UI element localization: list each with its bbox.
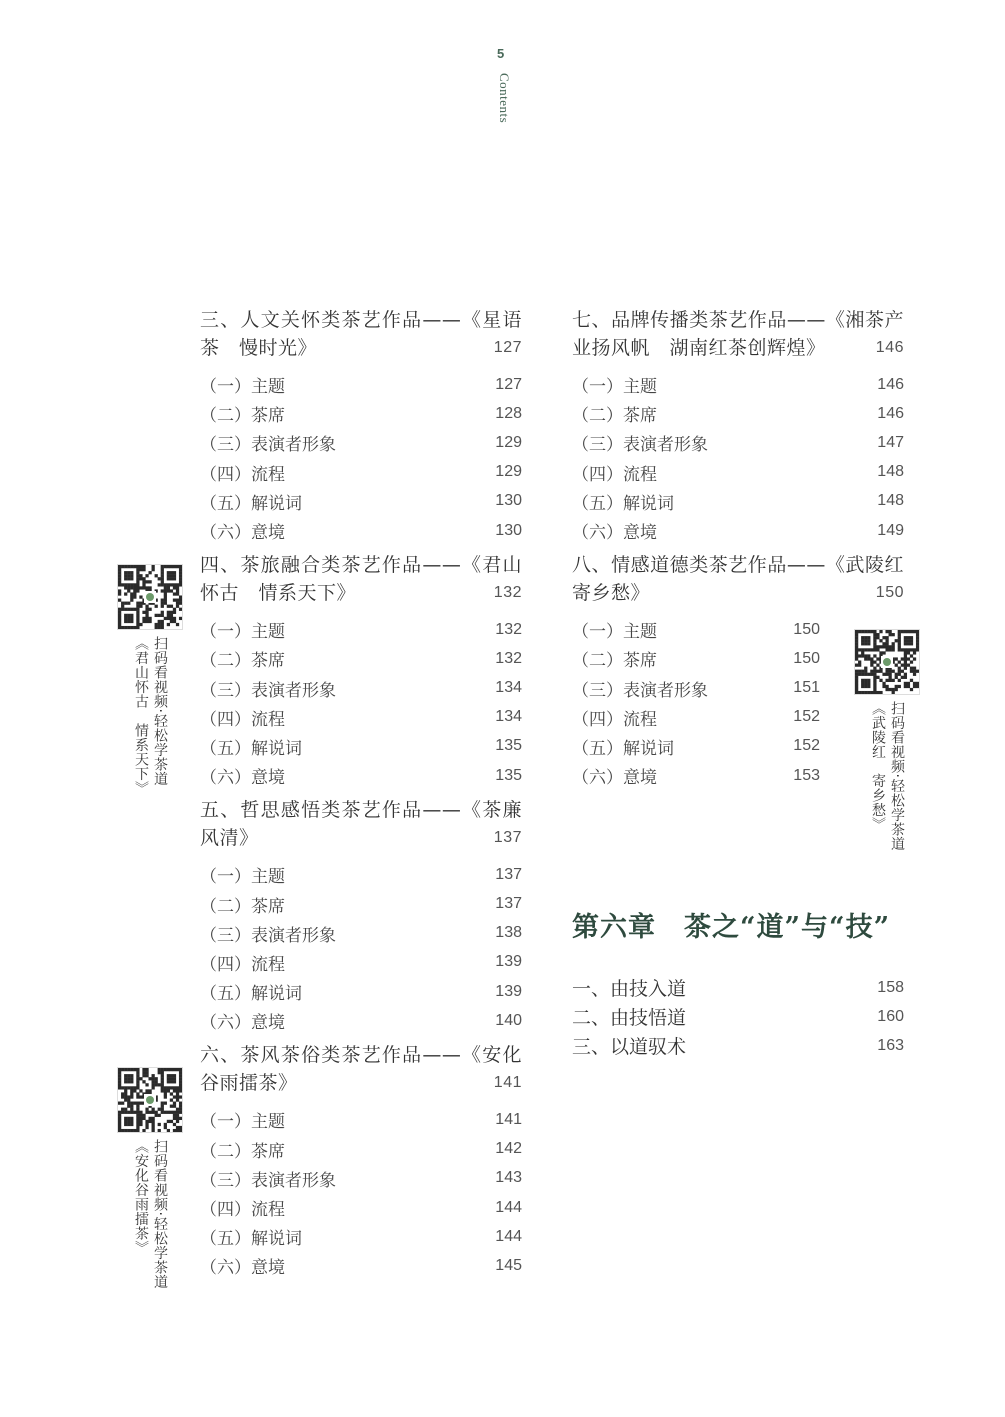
item-page: 146 — [877, 375, 904, 393]
section-page: 137 — [493, 829, 522, 847]
toc-item[interactable] — [200, 703, 522, 732]
toc-item[interactable] — [572, 487, 904, 516]
item-label: （四）流程 — [572, 709, 657, 730]
item-label: （三）表演者形象 — [200, 925, 336, 946]
item-label: （五）解说词 — [572, 493, 674, 514]
item-page: 143 — [495, 1169, 522, 1187]
item-page: 139 — [495, 982, 522, 1000]
toc-item[interactable] — [572, 1002, 904, 1031]
section-page: 127 — [493, 339, 522, 356]
toc-item[interactable] — [200, 1193, 522, 1222]
toc-item[interactable] — [200, 1251, 522, 1280]
qr-caption-title: 《安化谷雨擂茶》 — [133, 1139, 149, 1255]
item-page: 160 — [877, 1007, 904, 1025]
item-label: （五）解说词 — [572, 738, 674, 759]
item-label: （五）解说词 — [200, 984, 302, 1005]
item-page: 135 — [495, 737, 522, 755]
chapter-items — [572, 973, 904, 1061]
item-page: 129 — [495, 463, 522, 481]
item-label: （四）流程 — [200, 1200, 285, 1221]
toc-item[interactable] — [572, 674, 820, 703]
item-label: （五）解说词 — [200, 738, 302, 759]
running-head: Contents — [497, 73, 512, 124]
section-title[interactable]: 六、茶风茶俗类茶艺作品——《安化谷雨擂茶》 — [200, 1044, 522, 1095]
item-page: 127 — [495, 375, 522, 393]
section-page: 150 — [875, 584, 904, 602]
item-page: 158 — [877, 978, 904, 996]
section-title[interactable]: 七、品牌传播类茶艺作品——《湘茶产业扬风帆 湖南红茶创辉煌》 — [572, 309, 904, 359]
item-page: 148 — [877, 492, 904, 510]
toc-left-column — [200, 306, 542, 1287]
item-label: （二）茶席 — [200, 1141, 285, 1162]
item-label: 三、以道驭术 — [572, 1036, 687, 1059]
toc-item[interactable] — [200, 1222, 522, 1251]
item-page: 150 — [793, 649, 820, 667]
item-page: 140 — [495, 1011, 522, 1029]
qr-code-block — [117, 564, 183, 796]
toc-item[interactable] — [200, 860, 522, 889]
item-page: 149 — [877, 521, 904, 539]
toc-item[interactable] — [200, 399, 522, 428]
qr-code-icon[interactable] — [117, 564, 183, 630]
toc-item[interactable] — [200, 1105, 522, 1134]
item-page: 146 — [877, 404, 904, 422]
item-page: 153 — [793, 766, 820, 784]
toc-section[interactable] — [200, 1041, 522, 1280]
item-label: （四）流程 — [200, 464, 285, 485]
toc-item[interactable] — [572, 703, 820, 732]
toc-item[interactable] — [572, 1031, 904, 1060]
item-label: （六）意境 — [572, 768, 657, 789]
item-label: （二）茶席 — [200, 896, 285, 917]
page-number: 5 — [497, 46, 505, 61]
qr-caption-title: 《君山怀古 情系天下》 — [133, 636, 149, 796]
toc-item[interactable] — [200, 428, 522, 457]
item-page: 148 — [877, 463, 904, 481]
item-label: （六）意境 — [200, 768, 285, 789]
item-page: 141 — [495, 1110, 522, 1128]
item-page: 134 — [495, 708, 522, 726]
toc-item[interactable] — [200, 889, 522, 918]
item-page: 144 — [495, 1227, 522, 1245]
qr-caption: 扫码看视频·轻松学茶道 — [889, 701, 905, 851]
toc-item[interactable] — [200, 516, 522, 545]
item-page: 152 — [793, 708, 820, 726]
item-label: （四）流程 — [200, 954, 285, 975]
toc-item[interactable] — [572, 428, 904, 457]
section-page: 141 — [493, 1074, 522, 1092]
item-label: （三）表演者形象 — [572, 680, 708, 701]
item-label: （四）流程 — [572, 464, 657, 485]
toc-item[interactable] — [200, 919, 522, 948]
qr-caption: 扫码看视频·轻松学茶道 — [152, 636, 168, 786]
toc-item[interactable] — [572, 732, 820, 761]
item-label: （五）解说词 — [200, 493, 302, 514]
item-label: （一）主题 — [200, 1112, 285, 1133]
item-label: （六）意境 — [200, 523, 285, 544]
item-page: 147 — [877, 433, 904, 451]
item-page: 152 — [793, 737, 820, 755]
qr-code-block — [854, 629, 920, 851]
item-label: （三）表演者形象 — [200, 1170, 336, 1191]
item-page: 150 — [793, 620, 820, 638]
section-title[interactable]: 三、人文关怀类茶艺作品——《星语茶 慢时光》 — [200, 309, 522, 359]
section-title[interactable]: 五、哲思感悟类茶艺作品——《茶廉 风清》 — [200, 799, 542, 850]
section-page: 146 — [875, 339, 904, 356]
toc-item[interactable] — [200, 1006, 522, 1035]
chapter-title[interactable]: 第六章 茶之“道”与“技” — [572, 912, 891, 943]
item-label: （四）流程 — [200, 709, 285, 730]
qr-code-icon[interactable] — [117, 1067, 183, 1133]
item-page: 145 — [495, 1256, 522, 1274]
item-label: 二、由技悟道 — [572, 1007, 687, 1030]
toc-item[interactable] — [200, 370, 522, 399]
toc-item[interactable] — [200, 1164, 522, 1193]
item-page: 137 — [495, 865, 522, 883]
item-page: 128 — [495, 404, 522, 422]
item-label: （一）主题 — [572, 622, 657, 643]
item-label: （三）表演者形象 — [200, 435, 336, 456]
item-label: （二）茶席 — [200, 406, 285, 427]
item-label: 一、由技入道 — [572, 978, 687, 1001]
item-page: 163 — [877, 1036, 904, 1054]
toc-item[interactable] — [200, 674, 522, 703]
toc-item[interactable] — [200, 761, 522, 790]
item-label: （三）表演者形象 — [572, 435, 708, 456]
toc-item[interactable] — [200, 732, 522, 761]
item-label: （六）意境 — [200, 1258, 285, 1279]
toc-item[interactable] — [572, 370, 904, 399]
toc-item[interactable] — [200, 615, 522, 644]
item-label: （三）表演者形象 — [200, 680, 336, 701]
item-page: 137 — [495, 895, 522, 913]
item-page: 134 — [495, 679, 522, 697]
item-page: 142 — [495, 1140, 522, 1158]
toc-section[interactable] — [200, 551, 522, 790]
item-page: 139 — [495, 953, 522, 971]
toc-item[interactable] — [200, 487, 522, 516]
item-page: 129 — [495, 433, 522, 451]
item-label: （五）解说词 — [200, 1229, 302, 1250]
toc-item[interactable] — [200, 977, 522, 1006]
toc-item[interactable] — [572, 399, 904, 428]
section-title[interactable]: 八、情感道德类茶艺作品——《武陵红 寄乡愁》 — [572, 554, 924, 605]
toc-item[interactable] — [572, 516, 904, 545]
item-page: 132 — [495, 620, 522, 638]
item-page: 135 — [495, 766, 522, 784]
toc-item[interactable] — [572, 973, 904, 1002]
toc-item[interactable] — [572, 644, 820, 673]
qr-code-icon[interactable] — [854, 629, 920, 695]
toc-item[interactable] — [572, 458, 904, 487]
toc-section[interactable] — [200, 306, 522, 545]
item-page: 138 — [495, 924, 522, 942]
item-label: （六）意境 — [572, 523, 657, 544]
item-page: 130 — [495, 492, 522, 510]
item-page: 130 — [495, 521, 522, 539]
item-label: （六）意境 — [200, 1013, 285, 1034]
item-page: 132 — [495, 649, 522, 667]
qr-caption-title: 《武陵红 寄乡愁》 — [870, 701, 886, 832]
item-label: （一）主题 — [200, 622, 285, 643]
toc-item[interactable] — [572, 761, 820, 790]
section-title[interactable]: 四、茶旅融合类茶艺作品——《君山怀古 情系天下》 — [200, 554, 522, 605]
toc-section[interactable] — [200, 796, 542, 1035]
toc-item[interactable] — [200, 644, 522, 673]
toc-item[interactable] — [200, 948, 522, 977]
item-label: （二）茶席 — [572, 651, 657, 672]
qr-code-block — [117, 1067, 183, 1289]
toc-item[interactable] — [572, 615, 820, 644]
item-label: （一）主题 — [200, 377, 285, 398]
item-label: （二）茶席 — [572, 406, 657, 427]
toc-section[interactable] — [572, 306, 904, 545]
item-label: （二）茶席 — [200, 651, 285, 672]
toc-item[interactable] — [200, 1135, 522, 1164]
item-label: （一）主题 — [200, 867, 285, 888]
toc-item[interactable] — [200, 458, 522, 487]
item-label: （一）主题 — [572, 377, 657, 398]
item-page: 151 — [793, 679, 820, 697]
qr-caption: 扫码看视频·轻松学茶道 — [152, 1139, 168, 1289]
section-page: 132 — [493, 584, 522, 602]
item-page: 144 — [495, 1198, 522, 1216]
